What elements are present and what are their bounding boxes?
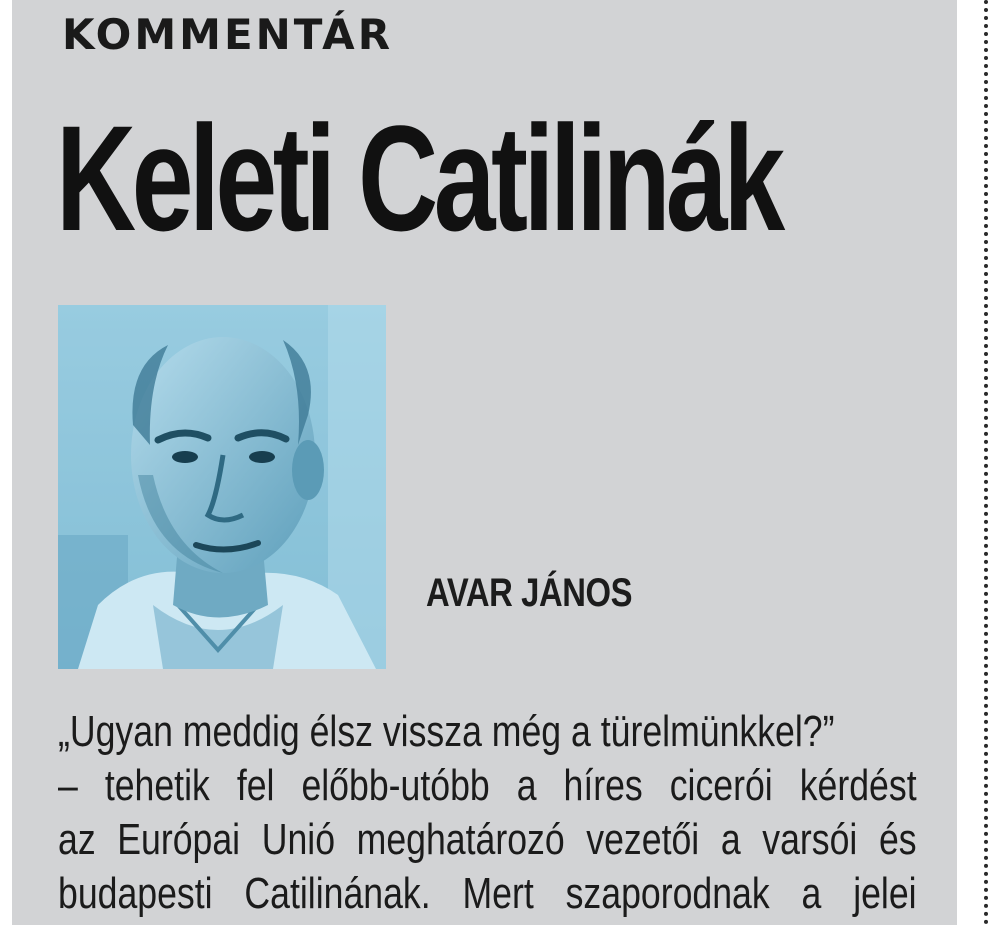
body-line: – tehetik fel előbb-utóbb a híres cicerói kérdést <box>58 761 917 810</box>
author-portrait-image <box>58 305 386 669</box>
author-byline: AVAR JÁNOS <box>426 571 633 615</box>
body-line: az Európai Unió meghatározó vezetői a varsói és <box>58 815 917 864</box>
headline: Keleti Catilinák <box>56 94 781 262</box>
section-label: KOMMENTÁR <box>62 10 394 59</box>
author-photo <box>58 305 386 669</box>
article-body <box>58 705 917 921</box>
article-panel <box>12 0 957 925</box>
body-line: budapesti Catilinának. Mert szaporodnak a jelei <box>58 869 917 918</box>
body-line: „Ugyan meddig élsz vissza még a türelmünkkel?” <box>58 707 835 756</box>
column-divider <box>984 0 988 925</box>
